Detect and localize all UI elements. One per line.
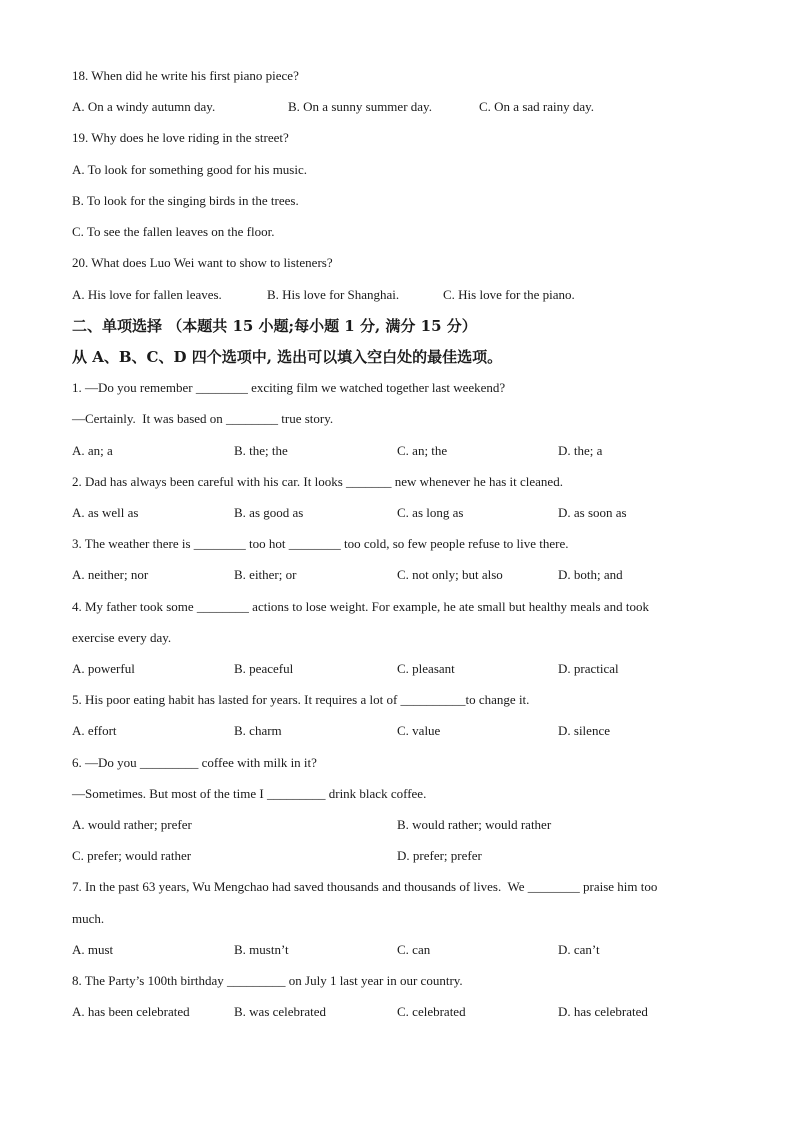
q6-option-c: C. prefer; would rather bbox=[72, 848, 192, 863]
question-19-stem: 19. Why does he love riding in the street? bbox=[72, 130, 289, 145]
section-title: 二、单项选择 （本题共 15 小题;每小题 1 分, 满分 15 分） bbox=[72, 317, 477, 335]
q6-line-1: 6. —Do you _________ coffee with milk in it? bbox=[72, 755, 317, 770]
q5-option-a: A. effort bbox=[72, 723, 117, 738]
q3-option-c: C. not only; but also bbox=[397, 567, 503, 582]
q7-option-a: A. must bbox=[72, 942, 114, 957]
q8-option-a: A. has been celebrated bbox=[72, 1004, 190, 1019]
q20-option-b: B. His love for Shanghai. bbox=[267, 287, 400, 302]
q6-option-d: D. prefer; prefer bbox=[397, 848, 482, 863]
q4-option-d: D. practical bbox=[558, 661, 619, 676]
q19-option-b: B. To look for the singing birds in the trees. bbox=[72, 193, 299, 208]
q5-option-c: C. value bbox=[397, 723, 441, 738]
q2-option-b: B. as good as bbox=[234, 505, 304, 520]
q20-option-a: A. His love for fallen leaves. bbox=[72, 287, 222, 302]
q1-option-b: B. the; the bbox=[234, 443, 288, 458]
q2-option-c: C. as long as bbox=[397, 505, 464, 520]
q3-line-1: 3. The weather there is ________ too hot ________ too cold, so few people refuse to live there. bbox=[72, 536, 569, 551]
q3-option-b: B. either; or bbox=[234, 567, 297, 582]
q4-option-c: C. pleasant bbox=[397, 661, 455, 676]
q8-option-b: B. was celebrated bbox=[234, 1004, 327, 1019]
q1-option-d: D. the; a bbox=[558, 443, 603, 458]
q6-option-b: B. would rather; would rather bbox=[397, 817, 552, 832]
q7-option-b: B. mustn’t bbox=[234, 942, 289, 957]
q4-line-2: exercise every day. bbox=[72, 630, 172, 645]
q2-option-a: A. as well as bbox=[72, 505, 139, 520]
q18-option-a: A. On a windy autumn day. bbox=[72, 99, 216, 114]
q7-line-1: 7. In the past 63 years, Wu Mengchao had saved thousands and thousands of lives. We ________ praise him too bbox=[72, 879, 658, 894]
q1-line-2: —Certainly. It was based on ________ true story. bbox=[72, 411, 334, 426]
q20-option-c: C. His love for the piano. bbox=[443, 287, 575, 302]
q7-line-2: much. bbox=[72, 911, 105, 926]
q3-option-a: A. neither; nor bbox=[72, 567, 149, 582]
section-instruction: 从 A、B、C、D 四个选项中, 选出可以填入空白处的最佳选项。 bbox=[72, 348, 503, 366]
q5-line-1: 5. His poor eating habit has lasted for years. It requires a lot of __________to change it. bbox=[72, 692, 530, 707]
q18-option-c: C. On a sad rainy day. bbox=[479, 99, 595, 114]
q4-line-1: 4. My father took some ________ actions to lose weight. For example, he ate small but healthy meals and took bbox=[72, 599, 649, 614]
q8-line-1: 8. The Party’s 100th birthday _________ on July 1 last year in our country. bbox=[72, 973, 463, 988]
q1-option-c: C. an; the bbox=[397, 443, 448, 458]
q8-option-c: C. celebrated bbox=[397, 1004, 466, 1019]
q6-option-a: A. would rather; prefer bbox=[72, 817, 192, 832]
q18-option-b: B. On a sunny summer day. bbox=[288, 99, 432, 114]
q8-option-d: D. has celebrated bbox=[558, 1004, 648, 1019]
q1-line-1: 1. —Do you remember ________ exciting film we watched together last weekend? bbox=[72, 380, 506, 395]
question-18-stem: 18. When did he write his first piano piece? bbox=[72, 68, 299, 83]
q4-option-b: B. peaceful bbox=[234, 661, 294, 676]
q6-line-2: —Sometimes. But most of the time I _________ drink black coffee. bbox=[72, 786, 427, 801]
q5-option-b: B. charm bbox=[234, 723, 282, 738]
q7-option-c: C. can bbox=[397, 942, 431, 957]
q19-option-c: C. To see the fallen leaves on the floor. bbox=[72, 224, 275, 239]
q2-line-1: 2. Dad has always been careful with his car. It looks _______ new whenever he has it cleaned. bbox=[72, 474, 563, 489]
q1-option-a: A. an; a bbox=[72, 443, 113, 458]
q4-option-a: A. powerful bbox=[72, 661, 135, 676]
q5-option-d: D. silence bbox=[558, 723, 610, 738]
q3-option-d: D. both; and bbox=[558, 567, 623, 582]
q7-option-d: D. can’t bbox=[558, 942, 600, 957]
q19-option-a: A. To look for something good for his music. bbox=[72, 162, 308, 177]
q2-option-d: D. as soon as bbox=[558, 505, 627, 520]
question-20-stem: 20. What does Luo Wei want to show to listeners? bbox=[72, 255, 333, 270]
